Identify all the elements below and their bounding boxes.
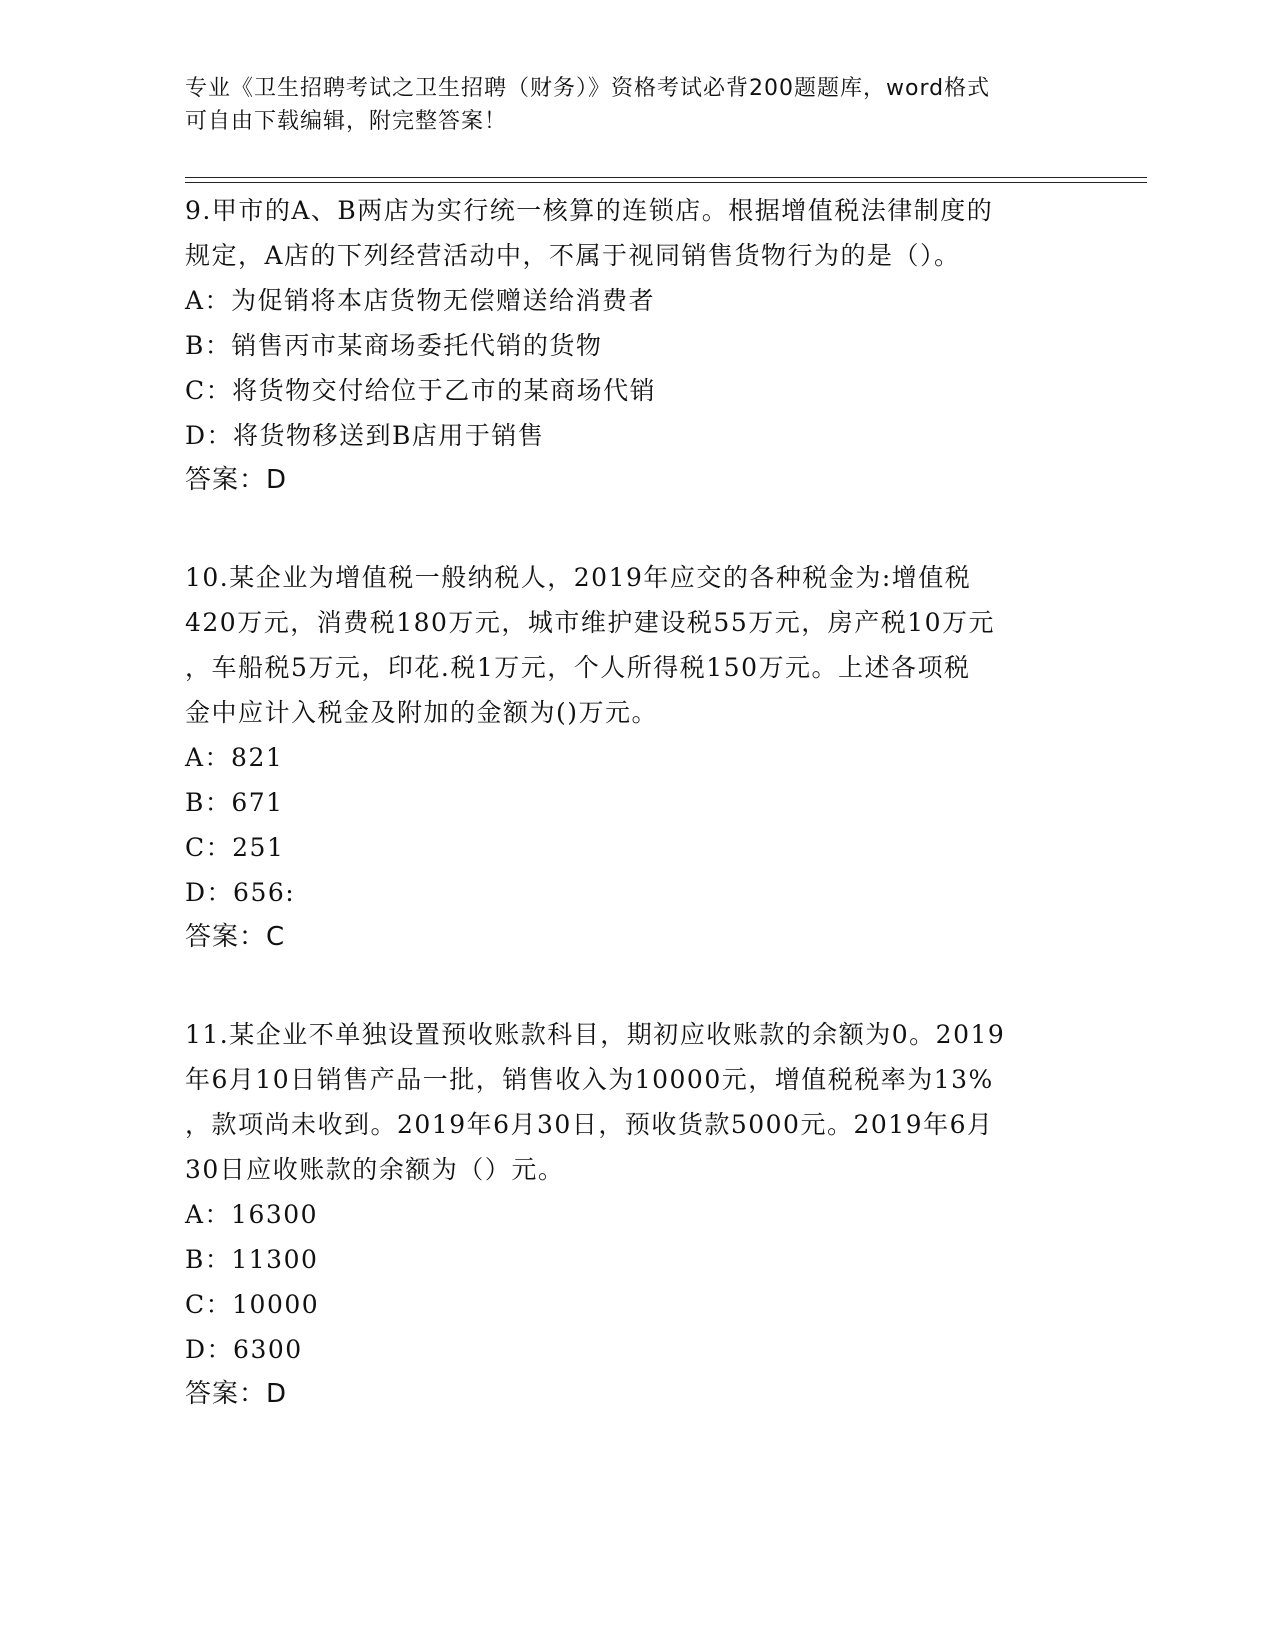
question-11 (185, 1012, 1085, 1417)
question-stem: 11.某企业不单独设置预收账款科目，期初应收账款的余额为0。2019 年6月10日销售产品一批，销售收入为10000元，增值税税率为13% ，款项尚未收到。2019年6月30日，预收货款5000元。2019年6月 30日应收账款的余额为（）元。 (185, 1020, 1006, 1184)
option-a: A：16300 (185, 1200, 319, 1229)
header-line-1: 专业《卫生招聘考试之卫生招聘（财务）》资格考试必背200题题库，word格式 (185, 76, 991, 101)
header-divider-top (185, 177, 1147, 178)
document-header (185, 72, 1105, 138)
question-10 (185, 555, 1085, 960)
option-b: B：11300 (185, 1245, 319, 1274)
header-divider-bottom (185, 182, 1147, 183)
answer-label: 答案：D (185, 1379, 288, 1409)
header-line-2: 可自由下载编辑，附完整答案！ (185, 109, 508, 134)
option-b: B：671 (185, 788, 284, 817)
question-9 (185, 188, 1085, 503)
option-d: D：656: (185, 878, 296, 907)
option-c: C：将货物交付给位于乙市的某商场代销 (185, 376, 657, 405)
answer-label: 答案：D (185, 465, 288, 495)
question-list (185, 188, 1085, 1469)
answer-label: 答案：C (185, 922, 286, 952)
option-c: C：251 (185, 833, 285, 862)
option-c: C：10000 (185, 1290, 320, 1319)
question-stem: 9.甲市的A、B两店为实行统一核算的连锁店。根据增值税法律制度的 规定，A店的下列经营活动中，不属于视同销售货物行为的是（）。 (185, 196, 994, 270)
option-b: B：销售丙市某商场委托代销的货物 (185, 331, 603, 360)
option-d: D：将货物移送到B店用于销售 (185, 421, 545, 450)
option-a: A：821 (185, 743, 284, 772)
question-stem: 10.某企业为增值税一般纳税人，2019年应交的各种税金为:增值税 420万元，消费税180万元，城市维护建设税55万元，房产税10万元 ，车船税5万元，印花.税1万元，个人所得税150万元。上述各项税 金中应计入税金及附加的金额为()万元。 (185, 563, 996, 727)
option-a: A：为促销将本店货物无偿赠送给消费者 (185, 286, 656, 315)
option-d: D：6300 (185, 1335, 303, 1364)
